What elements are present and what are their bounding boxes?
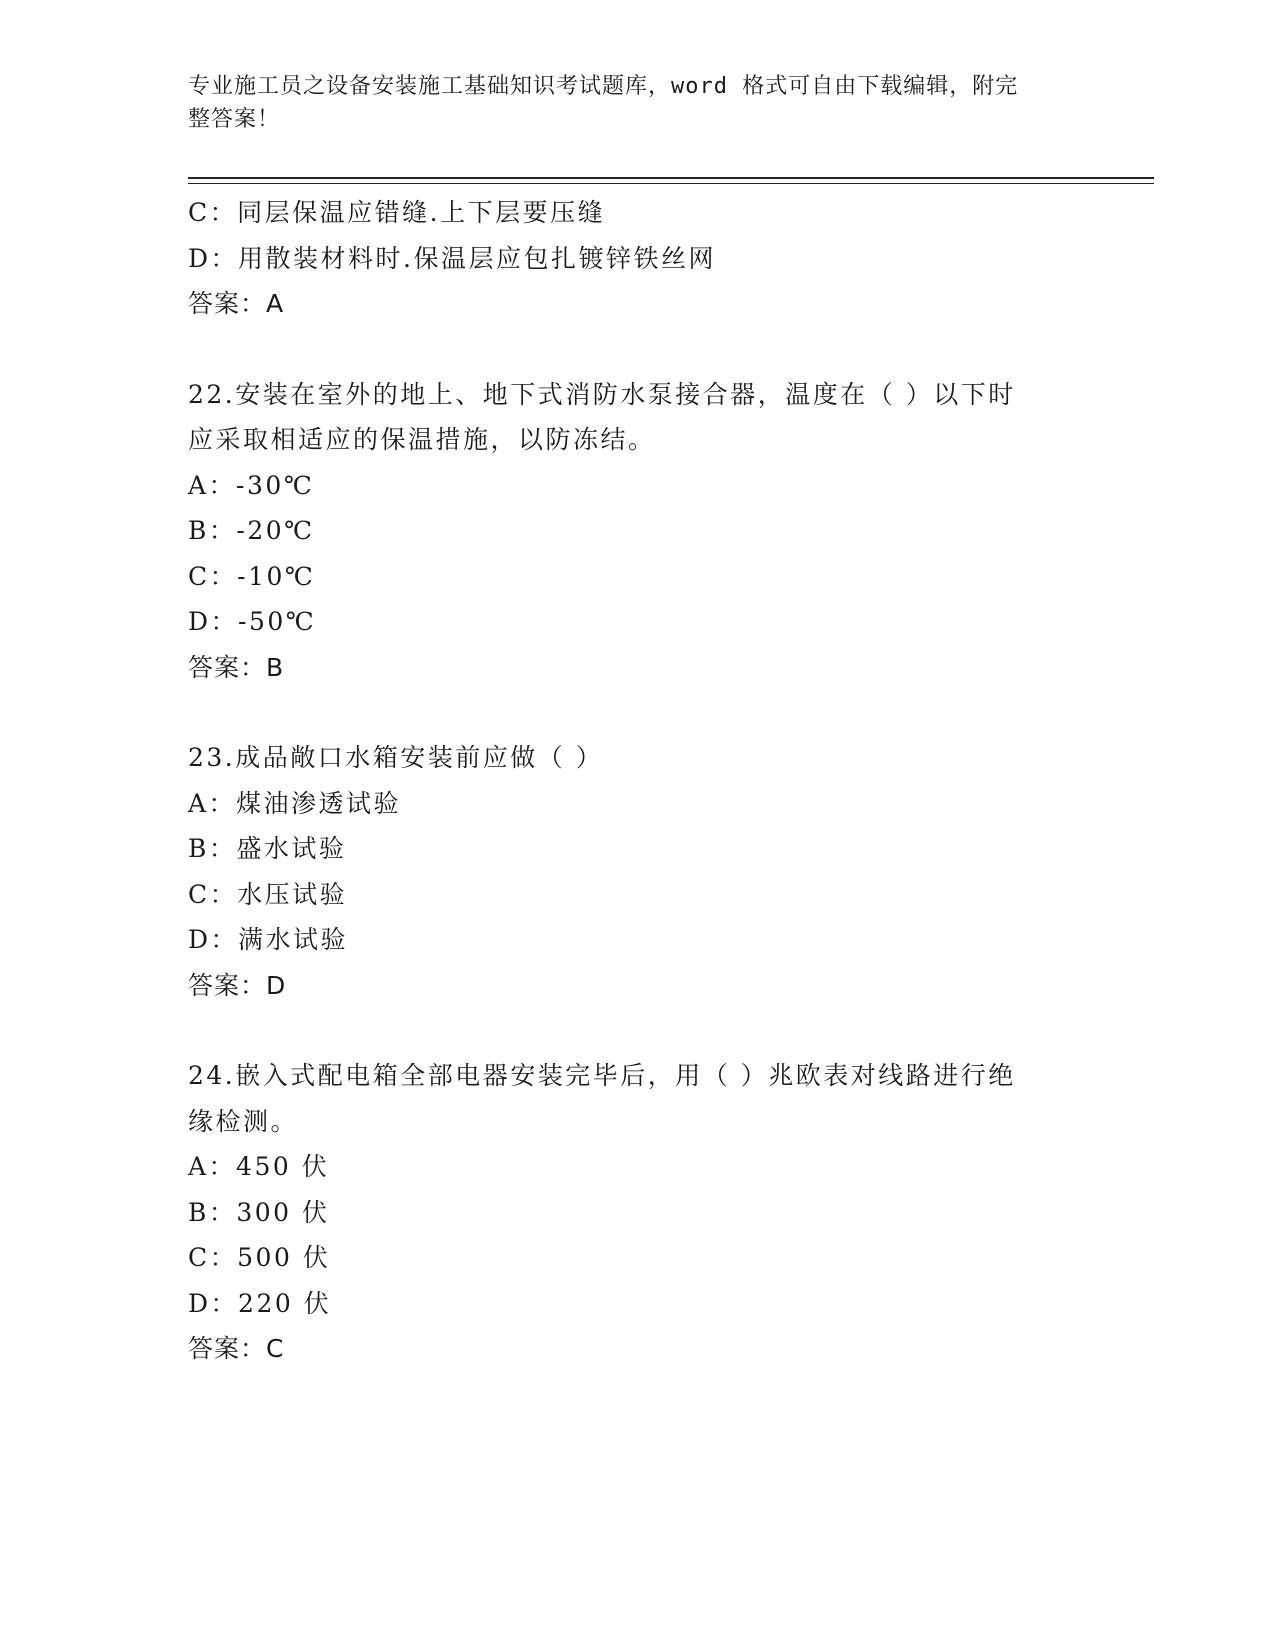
option-c: C：同层保温应错缝.上下层要压缝 <box>188 198 606 227</box>
option-c: C：500 伏 <box>188 1243 331 1272</box>
answer-line: 答案：C <box>188 1334 285 1363</box>
option-d: D：220 伏 <box>188 1288 332 1318</box>
continued-question <box>188 190 1068 327</box>
header-rule-thick <box>188 177 1154 179</box>
option-d: D：满水试验 <box>188 925 349 954</box>
header-line-1: 专业施工员之设备安装施工基础知识考试题库，word 格式可自由下载编辑，附完 <box>188 74 1019 99</box>
option-a: A：450 伏 <box>188 1152 330 1181</box>
header-rule-thin <box>188 183 1154 184</box>
question-text-cont: 缘检测。 <box>188 1106 299 1136</box>
question-text: 24.嵌入式配电箱全部电器安装完毕后，用（ ）兆欧表对线路进行绝 <box>188 1061 1016 1090</box>
question-text-cont: 应采取相适应的保温措施，以防冻结。 <box>188 425 656 454</box>
option-d: D：用散装材料时.保温层应包扎镀锌铁丝网 <box>188 243 716 273</box>
option-c: C：水压试验 <box>188 879 348 909</box>
answer-line: 答案：A <box>188 289 285 318</box>
option-b: B：-20℃ <box>188 516 315 545</box>
option-d: D：-50℃ <box>188 607 317 636</box>
option-a: A：煤油渗透试验 <box>188 788 402 818</box>
option-c: C：-10℃ <box>188 561 316 591</box>
header-line-2: 整答案！ <box>188 107 281 132</box>
question-list <box>188 190 1068 1372</box>
option-b: B：盛水试验 <box>188 834 347 863</box>
answer-line: 答案：D <box>188 970 287 1000</box>
answer-line: 答案：B <box>188 652 285 682</box>
question-23 <box>188 735 1068 1008</box>
question-text: 23.成品敞口水箱安装前应做（ ） <box>188 743 604 772</box>
document-header <box>188 70 1068 136</box>
question-text: 22.安装在室外的地上、地下式消防水泵接合器，温度在（ ）以下时 <box>188 379 1016 409</box>
option-a: A：-30℃ <box>188 470 315 500</box>
question-24 <box>188 1053 1068 1372</box>
question-22 <box>188 372 1068 691</box>
option-b: B：300 伏 <box>188 1197 330 1227</box>
